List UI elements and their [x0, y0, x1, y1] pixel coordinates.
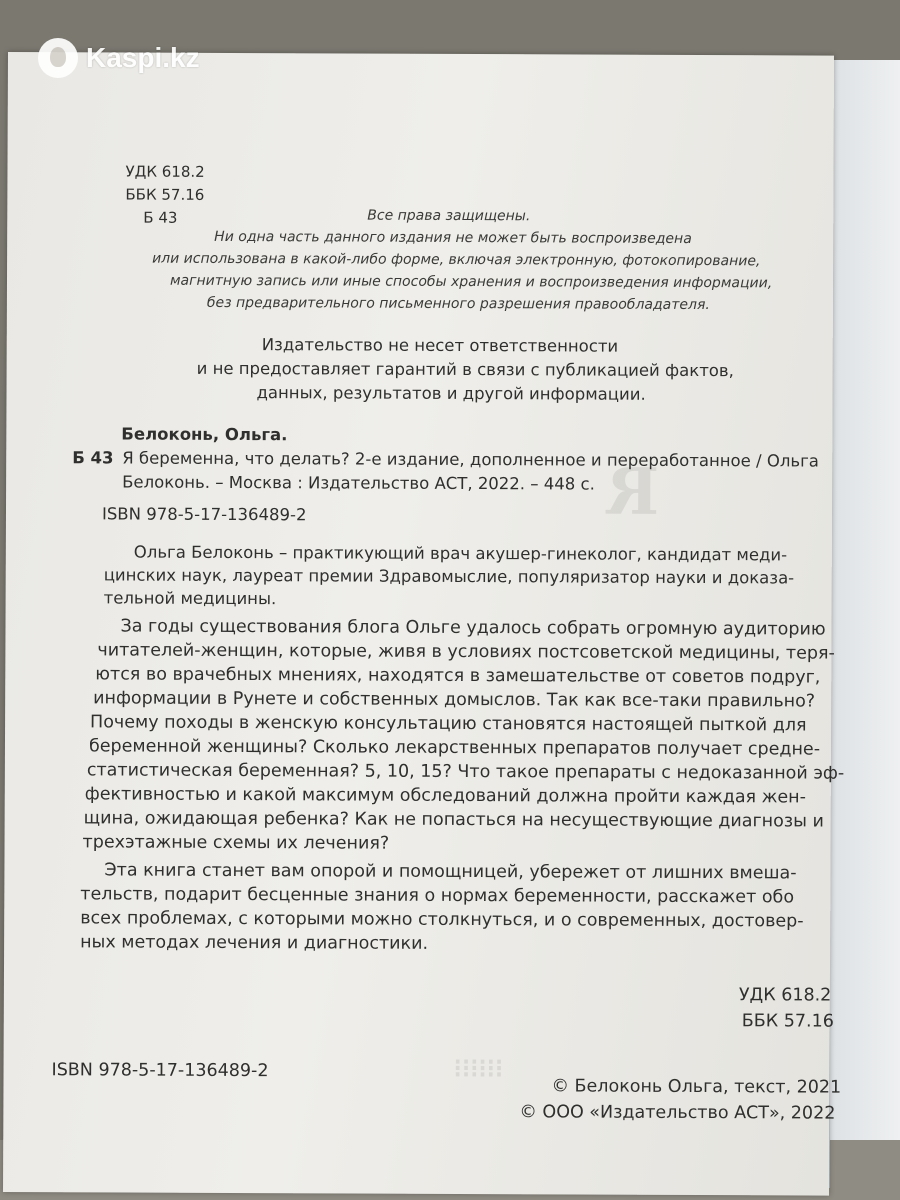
- copyright-author: © Белоконь Ольга, текст, 2021: [551, 1076, 842, 1098]
- annotation-line: беременной женщины? Сколько лекарственных препаратов получает средне-: [88, 736, 821, 760]
- annotation-line: За годы существования блога Ольге удалось собрать огромную аудиторию: [120, 616, 826, 640]
- bib-title-line: Я беременна, что делать? 2-е издание, дополненное и переработанное / Ольга: [122, 448, 819, 471]
- annotation-line: Почему походы в женскую консультацию становятся настоящей пыткой для: [90, 712, 807, 736]
- rights-line: без предварительного письменного разрешения правообладателя.: [206, 294, 710, 314]
- footer-bbk-code: ББК 57.16: [741, 1011, 834, 1032]
- rights-line: Все права защищены.: [367, 207, 531, 225]
- bib-isbn: ISBN 978-5-17-136489-2: [101, 504, 307, 525]
- disclaimer-line: данных, результатов и другой информации.: [256, 383, 646, 404]
- disclaimer-line: Издательство не несет ответственности: [261, 335, 619, 356]
- bleed-through-decoration: ⁝⁝⁝⁝⁝⁝: [453, 1053, 504, 1085]
- rights-line: или использована в какой-либо форме, включая электронную, фотокопирование,: [152, 250, 761, 270]
- annotation-line: фективностью и какой максимум обследований должна пройти каждая жен-: [84, 784, 806, 808]
- watermark-text: Kaspi.kz: [86, 42, 200, 73]
- kaspi-watermark: [38, 38, 200, 78]
- annotation-line: Эта книга станет вам опорой и помощницей, убережет от лишних вмеша-: [104, 860, 797, 884]
- annotation-line: ются во врачебных мнениях, находятся в замешательстве от советов подруг,: [95, 664, 821, 688]
- bib-mark: Б 43: [72, 448, 114, 468]
- annotation-line: ных методах лечения и диагностики.: [80, 932, 429, 954]
- footer-isbn: ISBN 978-5-17-136489-2: [51, 1060, 269, 1082]
- kaspi-logo-icon: [38, 38, 78, 78]
- bib-imprint-line: Белоконь. – Москва : Издательство АСТ, 2022. – 448 с.: [122, 472, 595, 494]
- annotation-line: информации в Рунете и собственных домыслов. Так как все-таки правильно?: [93, 688, 816, 712]
- copyright-publisher: © ООО «Издательство АСТ», 2022: [519, 1102, 836, 1124]
- annotation-line: читателей-женщин, которые, живя в условиях постсоветской медицины, теря-: [97, 640, 835, 664]
- annotation-line: трехэтажные схемы их лечения?: [82, 832, 390, 854]
- annotation-line: цинских наук, лауреат премии Здравомыслие, популяризатор науки и доказа-: [103, 565, 795, 588]
- bleed-through-decoration: R: [605, 454, 660, 530]
- annotation-line: статистическая беременная? 5, 10, 15? Что такое препараты с недоказанной эф-: [86, 760, 845, 784]
- udk-code: УДК 618.2: [125, 162, 205, 181]
- bbk-code: ББК 57.16: [125, 185, 205, 204]
- rights-line: Ни одна часть данного издания не может быть воспроизведена: [214, 228, 692, 247]
- annotation-line: всех проблемах, с которыми можно столкнуться, и о современных, достовер-: [80, 908, 804, 932]
- footer-udk-code: УДК 618.2: [738, 985, 832, 1006]
- annotation-line: тельной медицины.: [103, 588, 277, 609]
- annotation-line: щина, ожидающая ребенка? Как не попасться на несуществующие диагнозы и: [83, 808, 824, 832]
- book-page: [3, 52, 845, 1196]
- annotation-line: Ольга Белоконь – практикующий врач акушер-гинеколог, кандидат меди-: [133, 542, 788, 565]
- rights-line: магнитную запись или иные способы хранения и воспроизведения информации,: [169, 272, 773, 292]
- bib-author: Белоконь, Ольга.: [121, 424, 288, 445]
- disclaimer-line: и не предоставляет гарантий в связи с публикацией фактов,: [196, 358, 734, 381]
- author-mark: Б 43: [143, 208, 178, 227]
- annotation-line: тельств, подарит бесценные знания о нормах беременности, расскажет обо: [80, 884, 795, 908]
